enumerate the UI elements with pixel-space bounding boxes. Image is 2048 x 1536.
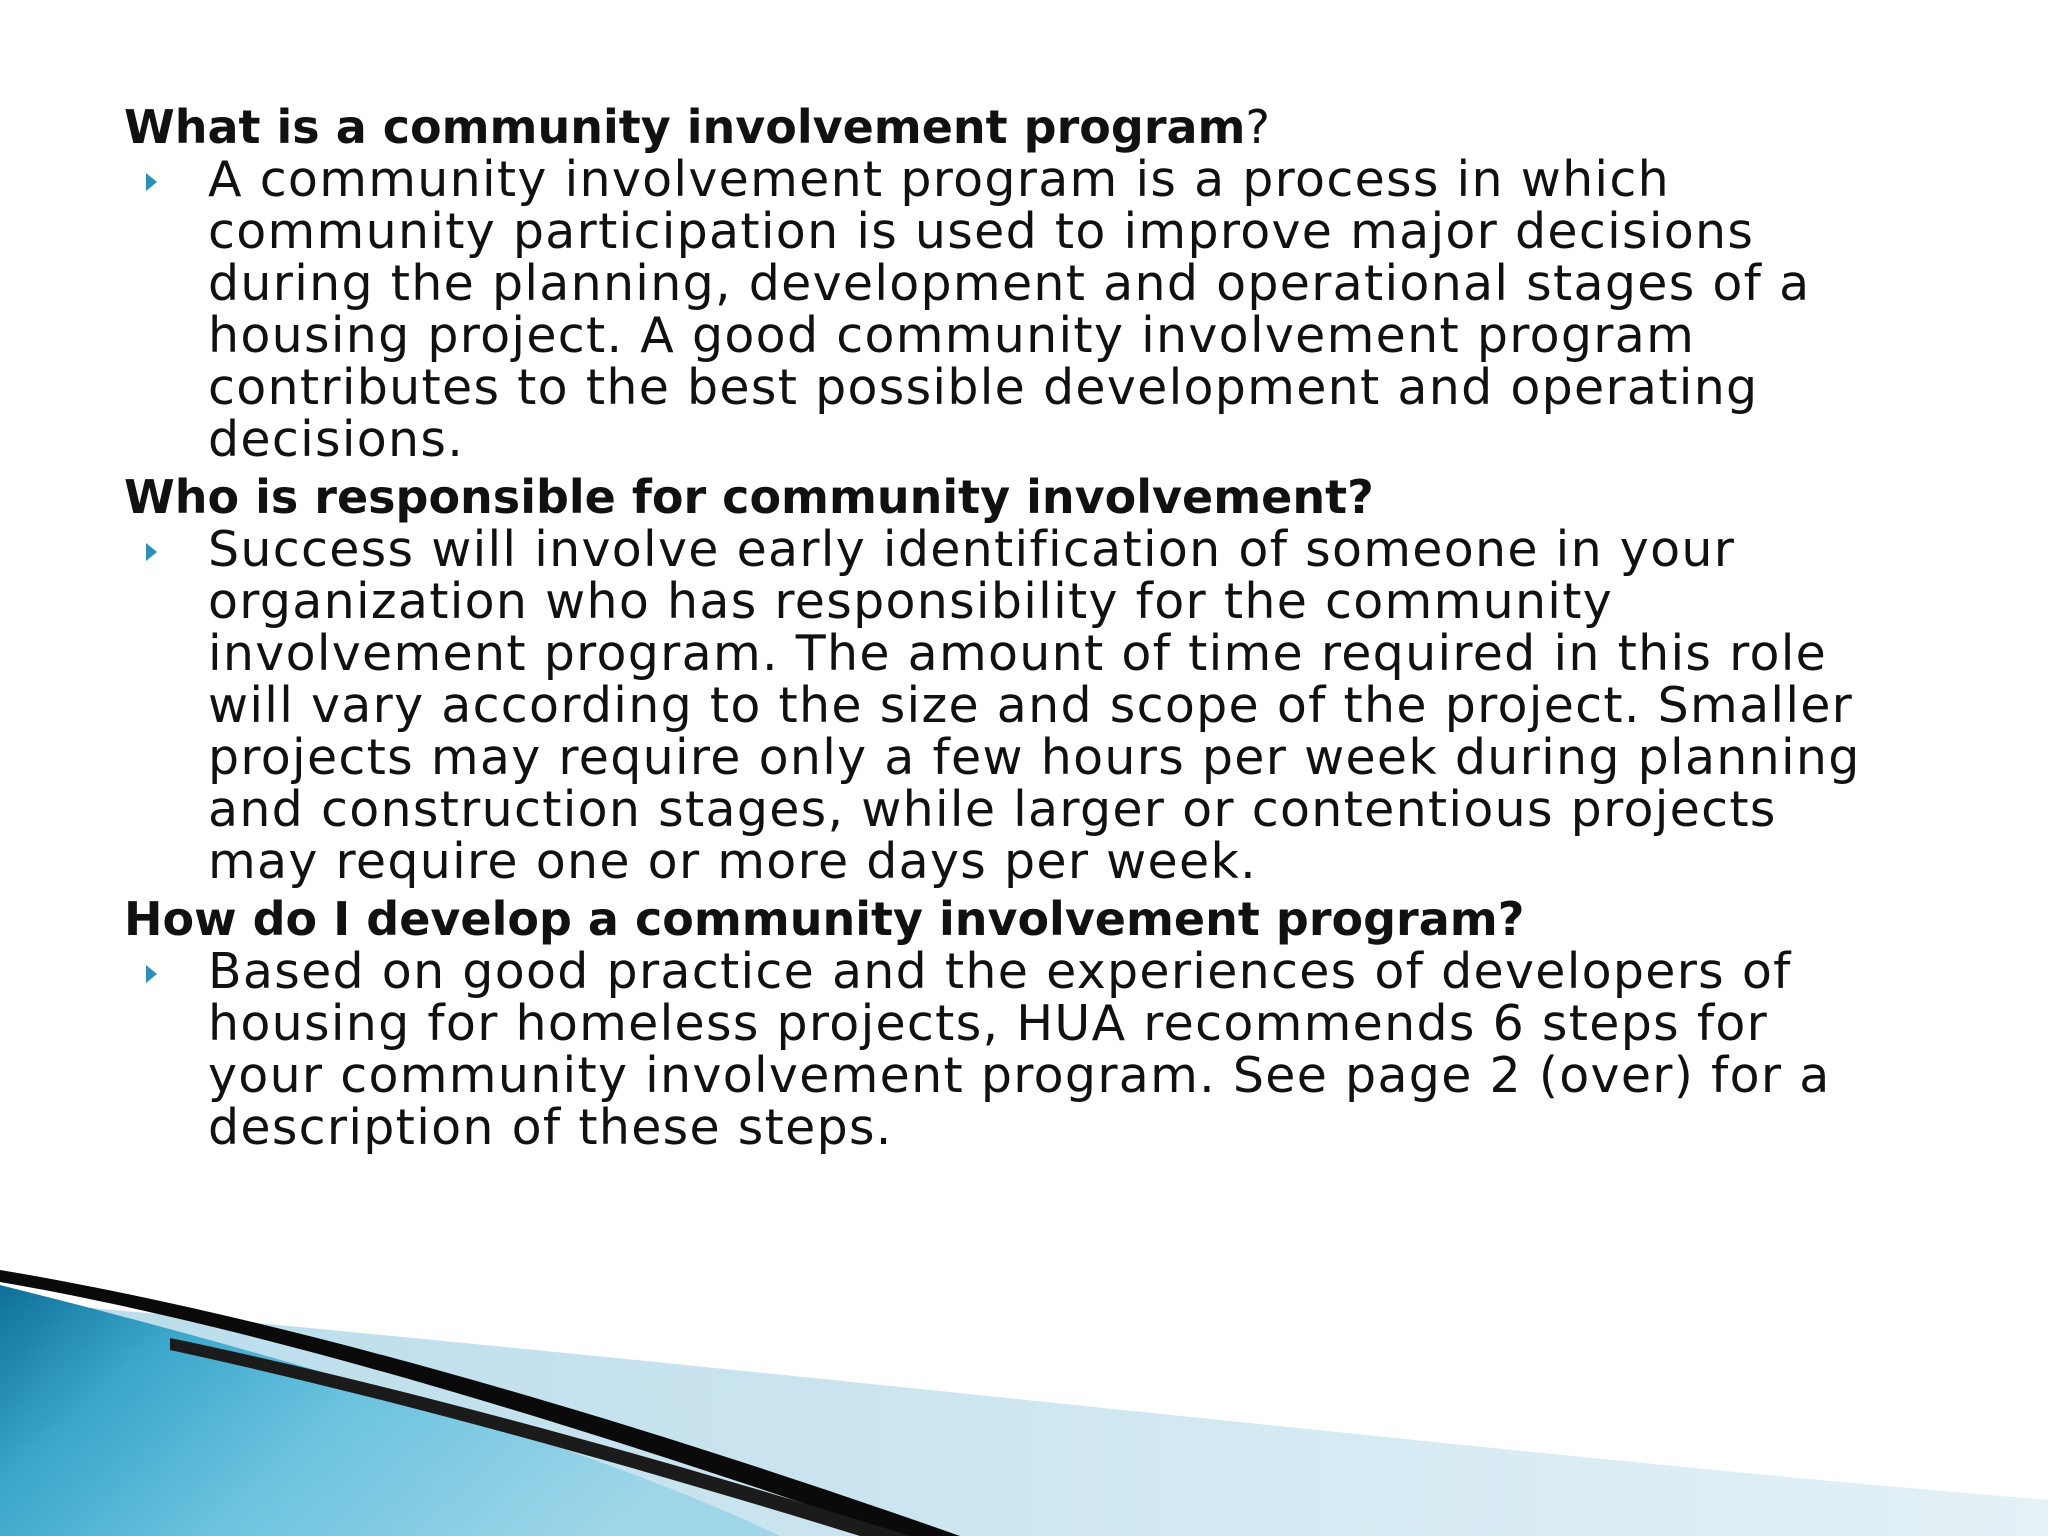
bullet-item: [124, 521, 1924, 890]
section-how: [124, 892, 1924, 1154]
bullet-text-what: A community involvement program is a process in which community participation is used to improve major decisions during the planning, development and operational stages of a housing project. A good community involvement program contributes to the best possible development and operating decisions.: [208, 151, 1811, 468]
heading-who-text: Who is responsible for community involvement?: [124, 470, 1374, 524]
heading-who: [124, 470, 1924, 524]
section-who: [124, 470, 1924, 888]
text-content: [124, 100, 1924, 1158]
bullet-text-how: Based on good practice and the experiences of developers of housing for homeless projects, HUA recommends 6 steps for your community involvement program. See page 2 (over) for a description of these steps.: [208, 943, 1831, 1156]
section-what: [124, 100, 1924, 466]
heading-what-text: What is a community involvement program: [124, 100, 1246, 154]
heading-what-qmark: ?: [1245, 100, 1270, 154]
heading-how: [124, 892, 1924, 946]
heading-how-text: How do I develop a community involvement program?: [124, 892, 1525, 946]
triangle-bullet-icon: [146, 173, 157, 191]
swoosh-dark-band: [0, 1270, 960, 1536]
swoosh-blue-band: [0, 1285, 780, 1536]
bullet-text-who: Success will involve early identification of someone in your organization who has responsibility for the community involvement program. The amount of time required in this role will vary according to the size and scope of the project. Smaller projects may require only a few hours per week during planning and construction stages, while larger or contentious projects may require one or more days per week.: [208, 521, 1861, 890]
swoosh-dark-wedge: [170, 1338, 910, 1536]
heading-what: [124, 100, 1924, 154]
triangle-bullet-icon: [146, 965, 157, 983]
triangle-bullet-icon: [146, 543, 157, 561]
swoosh-light-band: [0, 1300, 2048, 1536]
bullet-item: [124, 151, 1924, 468]
bullet-item: [124, 943, 1924, 1156]
